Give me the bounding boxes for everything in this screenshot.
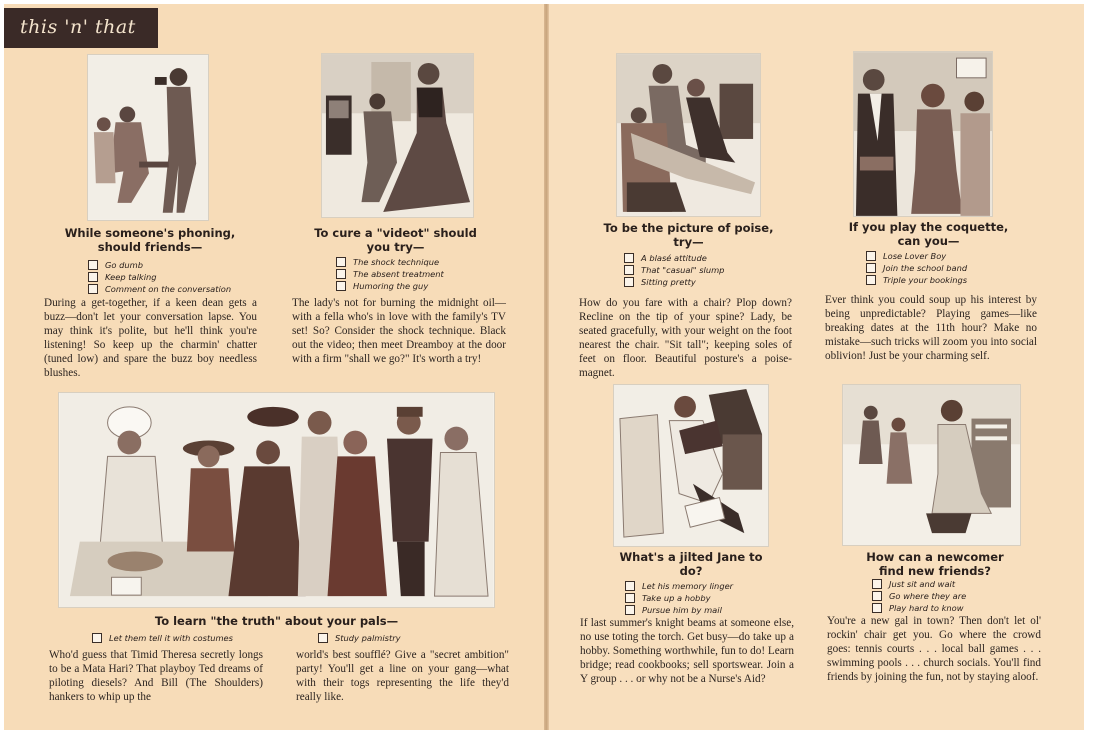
- checkbox[interactable]: [625, 593, 635, 603]
- options-phoning: [88, 259, 231, 295]
- checkbox[interactable]: [624, 277, 634, 287]
- checkbox[interactable]: [866, 263, 876, 273]
- body-text-poise: How do you fare with a chair? Plop down? Recline on the tip of your spine? Lady, be seated gracefully, with your weight on the foot nearest the chair. "Sit tall"; keeping soles of feet on floor. Beautiful posture's a poise-magnet.: [579, 297, 792, 380]
- options-videot: [336, 256, 444, 292]
- option-costumes-wrap: [92, 632, 233, 644]
- option-lose-lover[interactable]: Lose Lover Boy: [866, 250, 967, 262]
- option-memory-linger[interactable]: Let his memory linger: [625, 580, 733, 592]
- checkbox[interactable]: [88, 260, 98, 270]
- question-title-phoning: While someone's phoning, should friends—: [64, 226, 236, 254]
- checkbox[interactable]: [866, 275, 876, 285]
- body-text-coquette: Ever think you could soup up his interest by being unpredictable? Playing games—like breaking dates at the 11th hour? Make no mistake—such tricks will zoom you into social oblivion! Just be your charming self.: [825, 294, 1037, 363]
- body-text-jilted: If last summer's knight beams at someone else, no use toting the torch. Get busy—do take up a hobby. Something worthwhile, fun to do! Learn bridge; read cookbooks; sell sportswear. Join a Y group . . . or why not be a Nurse's Aid?: [580, 617, 794, 686]
- option-costumes[interactable]: Let them tell it with costumes: [92, 632, 233, 644]
- illustration-coquette: [853, 51, 993, 217]
- illustration-newcomer: [842, 384, 1021, 546]
- question-title-truth: To learn "the truth" about your pals—: [154, 614, 399, 628]
- question-title-coquette: If you play the coquette, can you—: [848, 220, 1009, 248]
- checkbox[interactable]: [866, 251, 876, 261]
- body-text-truth-col2: world's best soufflé? Give a "secret ambition" party! You'll get a line on your gang—what with their togs representing the life they'd really like.: [296, 649, 509, 704]
- checkbox[interactable]: [624, 253, 634, 263]
- page-spine: [544, 4, 549, 730]
- option-sitting-pretty[interactable]: Sitting pretty: [624, 276, 724, 288]
- illustration-costume-party: [58, 392, 495, 608]
- body-text-phoning: During a get-together, if a keen dean gets a buzz—don't let your conversation lapse. You may think it's polite, but he'll think you're listening! So keep up the charmin' chatter (tuned low) and spare the buzz boy needless blushes.: [44, 297, 257, 380]
- option-blase[interactable]: A blasé attitude: [624, 252, 724, 264]
- checkbox[interactable]: [318, 633, 328, 643]
- option-palmistry[interactable]: Study palmistry: [318, 632, 401, 644]
- illustration-jilted: [613, 384, 769, 547]
- option-go-dumb[interactable]: Go dumb: [88, 259, 231, 271]
- body-text-newcomer: You're a new gal in town? Then don't let ol' rockin' chair get you. Go where the crowd goes: tennis courts . . . local ball games . . . swimming pools . . . church socials. You'll find friends by joining the fun, not by staying aloof.: [827, 615, 1041, 684]
- option-comment[interactable]: Comment on the conversation: [88, 283, 231, 295]
- logo-header: this 'n' that: [4, 8, 158, 48]
- option-hard-to-know[interactable]: Play hard to know: [872, 602, 966, 614]
- checkbox[interactable]: [88, 272, 98, 282]
- option-slump[interactable]: That "casual" slump: [624, 264, 724, 276]
- checkbox[interactable]: [624, 265, 634, 275]
- option-pursue-mail[interactable]: Pursue him by mail: [625, 604, 733, 616]
- illustration-videot: [321, 53, 474, 218]
- checkbox[interactable]: [336, 269, 346, 279]
- checkbox[interactable]: [88, 284, 98, 294]
- checkbox[interactable]: [625, 605, 635, 615]
- checkbox[interactable]: [872, 579, 882, 589]
- checkbox[interactable]: [92, 633, 102, 643]
- option-palmistry-wrap: [318, 632, 401, 644]
- body-text-videot: The lady's not for burning the midnight oil—with a fella who's in love with the family's TV set! So? Consider the shock technique. Black out the video; then meet Dreamboy at the door with a firm "shall we go?" It's worth a try!: [292, 297, 506, 366]
- options-poise: [624, 252, 724, 288]
- option-take-hobby[interactable]: Take up a hobby: [625, 592, 733, 604]
- option-triple-bookings[interactable]: Triple your bookings: [866, 274, 967, 286]
- question-title-poise: To be the picture of poise, try—: [603, 221, 774, 249]
- option-absent[interactable]: The absent treatment: [336, 268, 444, 280]
- checkbox[interactable]: [872, 603, 882, 613]
- option-school-band[interactable]: Join the school band: [866, 262, 967, 274]
- option-humoring[interactable]: Humoring the guy: [336, 280, 444, 292]
- option-go-where[interactable]: Go where they are: [872, 590, 966, 602]
- checkbox[interactable]: [336, 257, 346, 267]
- question-title-jilted: What's a jilted Jane to do?: [619, 550, 763, 578]
- question-title-newcomer: How can a newcomer find new friends?: [866, 550, 1004, 578]
- option-keep-talking[interactable]: Keep talking: [88, 271, 231, 283]
- checkbox[interactable]: [336, 281, 346, 291]
- question-title-videot: To cure a "videot" should you try—: [314, 226, 477, 254]
- option-sit-wait[interactable]: Just sit and wait: [872, 578, 966, 590]
- checkbox[interactable]: [872, 591, 882, 601]
- options-newcomer: [872, 578, 966, 614]
- illustration-phoning: [87, 54, 209, 221]
- checkbox[interactable]: [625, 581, 635, 591]
- options-jilted: [625, 580, 733, 616]
- illustration-poise: [616, 53, 761, 217]
- body-text-truth-col1: Who'd guess that Timid Theresa secretly longs to be a Mata Hari? That playboy Ted dreams of piloting diesels? And Bill (The Shoulders) hankers to whip up the: [49, 649, 263, 704]
- options-coquette: [866, 250, 967, 286]
- option-shock[interactable]: The shock technique: [336, 256, 444, 268]
